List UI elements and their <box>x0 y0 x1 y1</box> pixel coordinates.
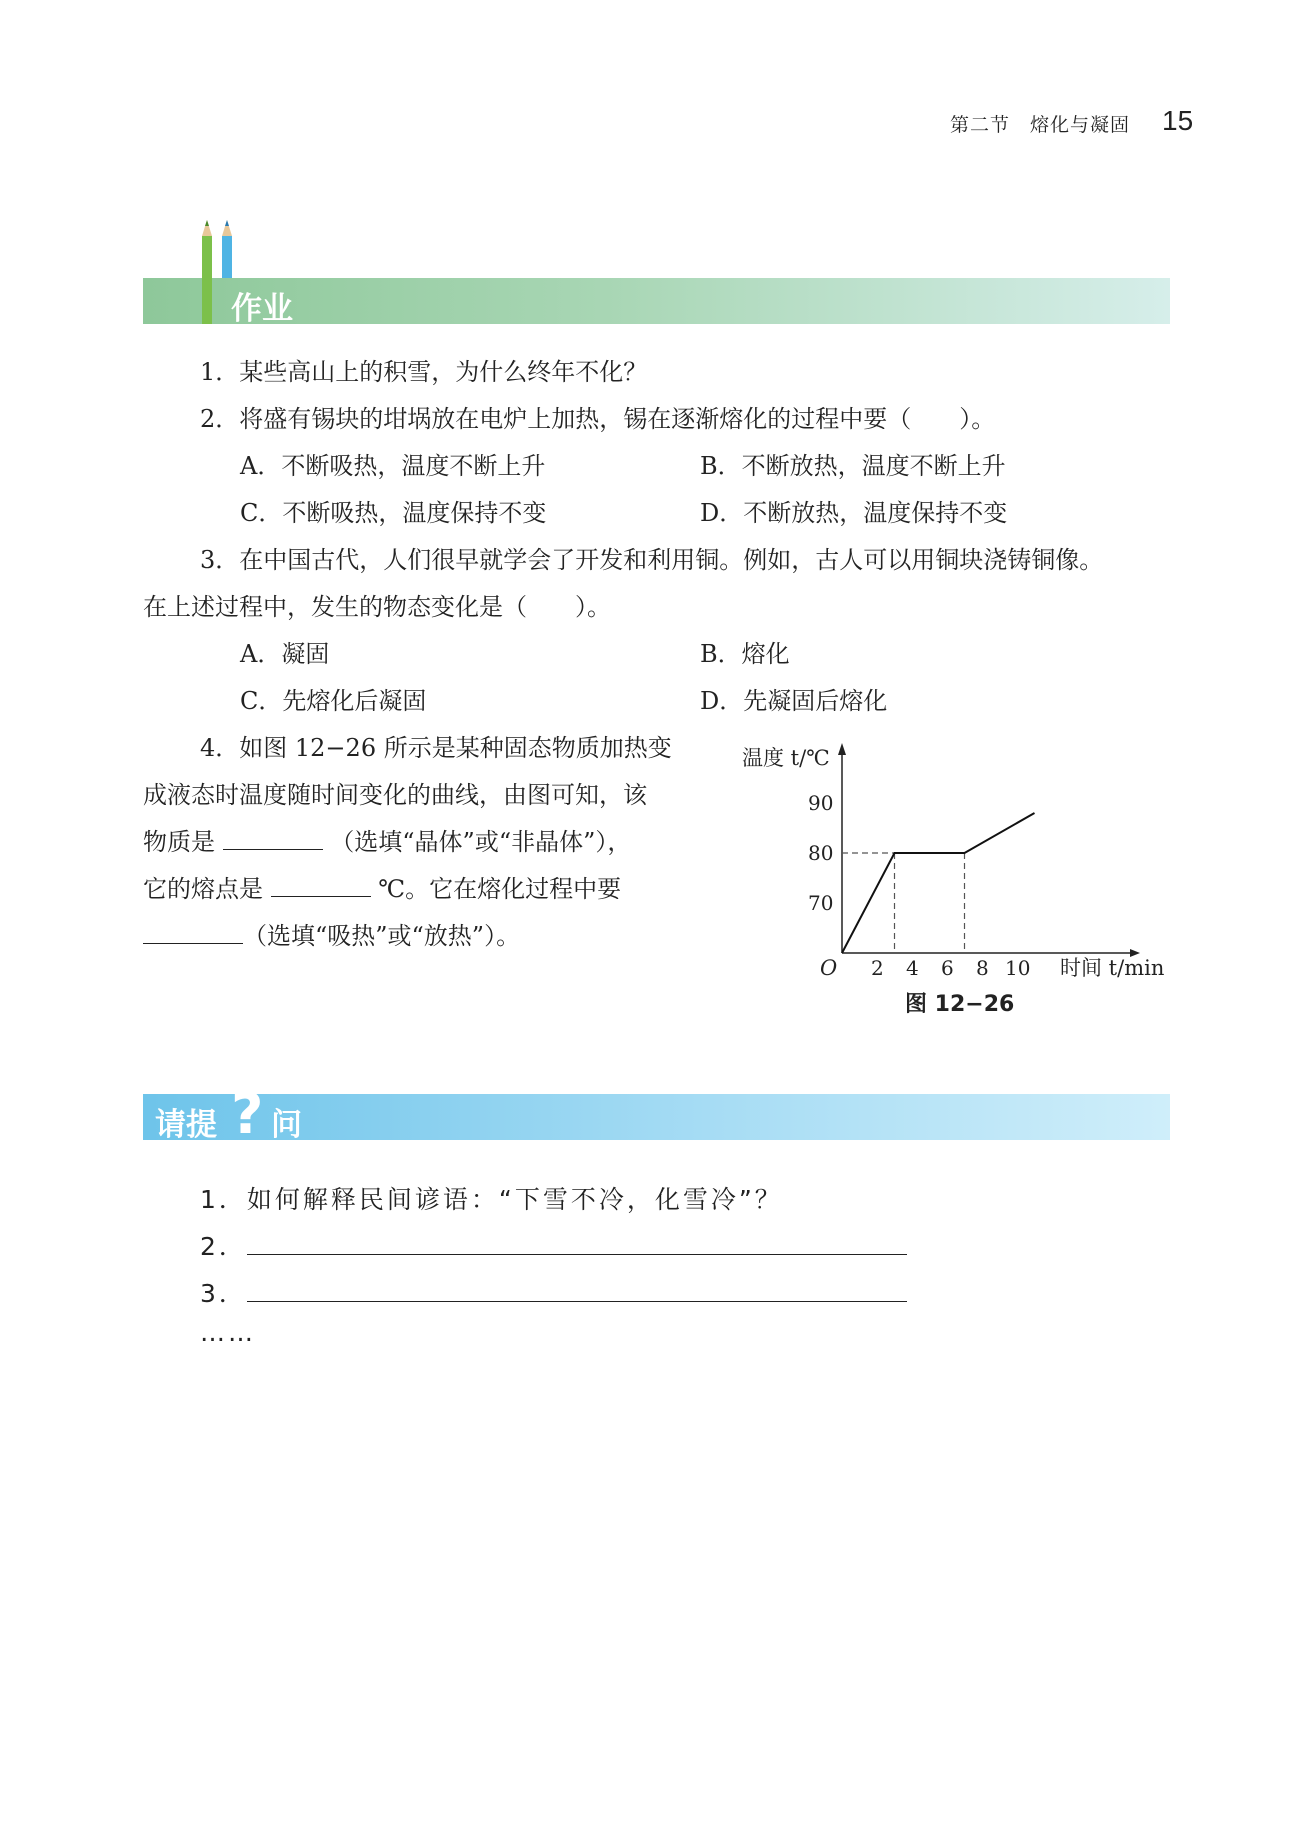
option-3d: D．先凝固后熔化 <box>700 687 888 715</box>
figure-caption: 图 12−26 <box>905 992 1015 1017</box>
temperature-curve <box>842 813 1035 953</box>
answer-blank-heat[interactable] <box>143 921 243 944</box>
ask-blank-2[interactable] <box>247 1232 907 1255</box>
question-4-line-4 <box>143 874 621 904</box>
option-2d: D．不断放热，温度保持不变 <box>700 499 1008 527</box>
option-2c: C．不断吸热，温度保持不变 <box>240 499 547 527</box>
question-2: 2．将盛有锡块的坩埚放在电炉上加热，锡在逐渐熔化的过程中要（ ）。 <box>200 405 996 433</box>
option-3b: B．熔化 <box>700 640 790 668</box>
x-tick-label: 8 <box>976 956 989 980</box>
x-tick-label: 2 <box>871 956 884 980</box>
ask-banner <box>143 1082 1170 1147</box>
answer-blank-crystal[interactable] <box>223 827 323 850</box>
y-tick-label: 90 <box>808 791 834 815</box>
option-3c: C．先熔化后凝固 <box>240 687 427 715</box>
x-tick-label: 10 <box>1005 956 1031 980</box>
q4-line5-end: （选填“吸热”或“放热”）。 <box>243 922 521 950</box>
question-4-line-5 <box>143 921 520 951</box>
option-2a: A．不断吸热，温度不断上升 <box>240 452 546 480</box>
question-1: 1．某些高山上的积雪，为什么终年不化？ <box>200 358 648 386</box>
q4-line4-start: 它的熔点是 <box>143 875 263 903</box>
ask-banner-label-1: 请提 <box>155 1107 217 1143</box>
x-tick-label: 6 <box>941 956 954 980</box>
question-4-line-2: 成液态时温度随时间变化的曲线，由图可知，该 <box>143 781 647 809</box>
homework-banner <box>143 278 1170 327</box>
y-tick-label: 80 <box>808 841 834 865</box>
answer-blank-melting-point[interactable] <box>271 874 371 897</box>
ask-question-3-number: 3． <box>200 1279 247 1308</box>
ask-ellipsis: …… <box>200 1318 256 1347</box>
question-3-line-2: 在上述过程中，发生的物态变化是（ ）。 <box>143 593 611 621</box>
option-2b: B．不断放热，温度不断上升 <box>700 452 1006 480</box>
y-axis-arrow <box>838 743 846 755</box>
ask-question-2 <box>200 1227 907 1263</box>
y-tick-label: 70 <box>808 891 834 915</box>
origin-label: O <box>820 956 838 980</box>
x-tick-label: 4 <box>906 956 919 980</box>
x-axis-label: 时间 t/min <box>1060 956 1165 980</box>
question-mark-icon: ? <box>231 1082 264 1147</box>
ask-blank-3[interactable] <box>247 1279 907 1302</box>
question-3-line-1: 3．在中国古代，人们很早就学会了开发和利用铜。例如，古人可以用铜块浇铸铜像。 <box>200 546 1104 574</box>
q4-line3-end: （选填“晶体”或“非晶体”）， <box>330 828 632 856</box>
question-4-line-3 <box>143 827 631 857</box>
pencils-icon <box>196 216 246 326</box>
ask-question-3 <box>200 1274 907 1310</box>
q4-line4-end: ℃。它在熔化过程中要 <box>378 875 622 903</box>
ask-question-2-number: 2． <box>200 1232 247 1261</box>
ask-question-1: 1．如何解释民间谚语：“下雪不冷，化雪冷”？ <box>200 1185 783 1214</box>
section-title: 第二节 熔化与凝固 <box>950 114 1131 136</box>
page-number: 15 <box>1162 105 1194 136</box>
y-axis-label: 温度 t/℃ <box>742 746 830 770</box>
question-4-line-1: 4．如图 12−26 所示是某种固态物质加热变 <box>200 734 672 762</box>
temperature-chart <box>730 735 1180 985</box>
ask-banner-label-2: 问 <box>271 1107 302 1143</box>
option-3a: A．凝固 <box>240 640 330 668</box>
q4-line3-start: 物质是 <box>143 828 215 856</box>
homework-banner-label: 作业 <box>231 291 293 327</box>
